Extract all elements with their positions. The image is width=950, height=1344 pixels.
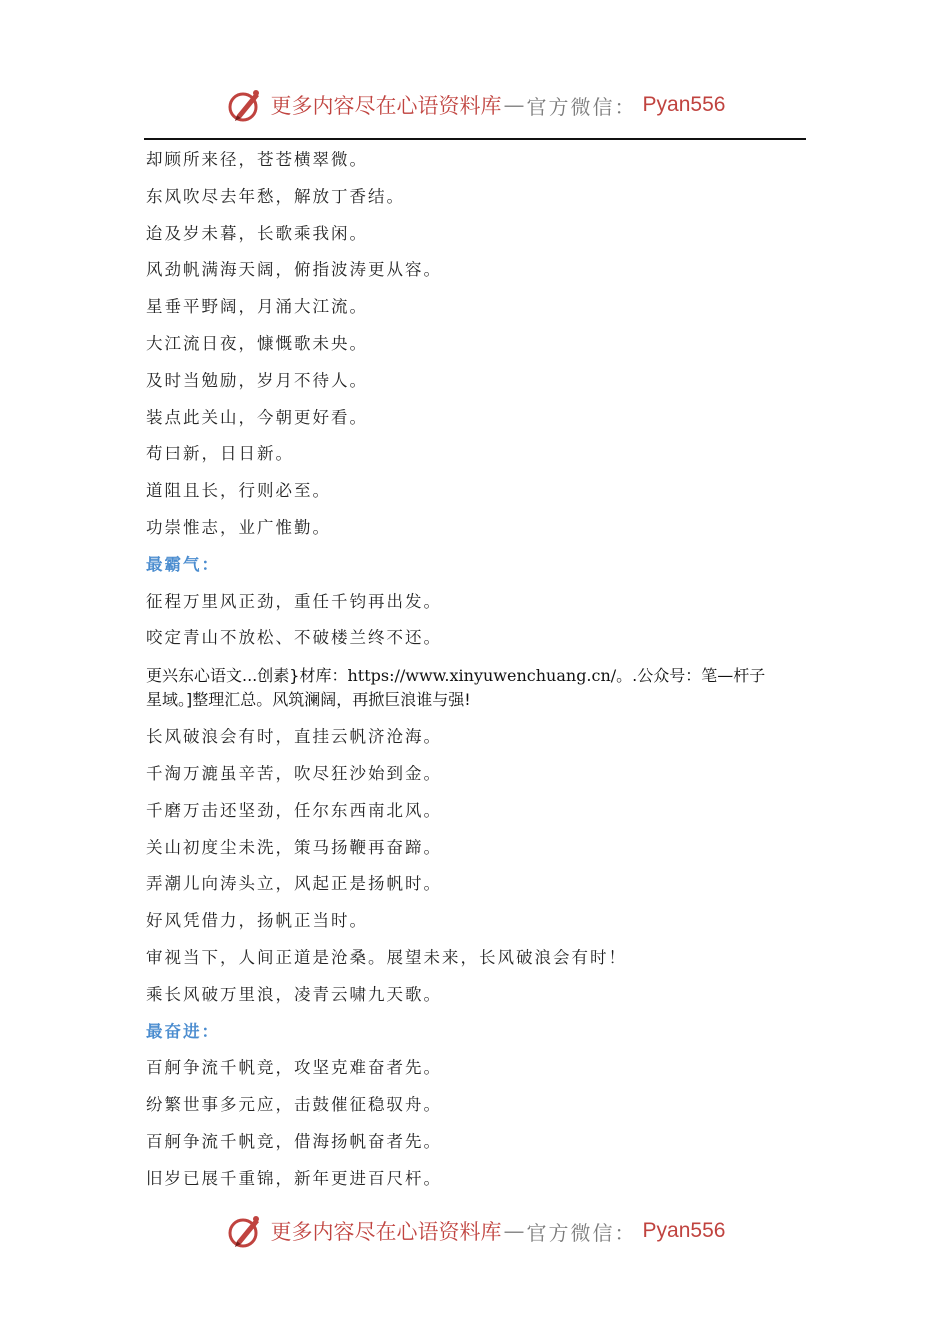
quote-line: 迨及岁未暮，长歌乘我闲。 [146, 223, 368, 243]
footer-wechat-id: Pyan556 [642, 1219, 726, 1242]
section-heading-striving: 最奋进： [146, 1021, 220, 1041]
quote-line: 东风吹尽去年愁，解放丁香结。 [146, 186, 405, 206]
section-2 [146, 547, 806, 657]
header-wechat-id: Pyan556 [642, 93, 726, 116]
quote-line: 千淘万漉虽辛苦，吹尽狂沙始到金。 [146, 763, 442, 783]
pen-logo-icon [225, 85, 265, 125]
quote-line: 弄潮儿向涛头立，风起正是扬帆时。 [146, 874, 442, 894]
section-1 [146, 142, 806, 547]
section-4 [146, 1014, 806, 1198]
header-wechat-label: 官方微信： [526, 94, 637, 119]
quote-line: 征程万里风正劲，重任千钧再出发。 [146, 591, 442, 611]
quote-line: 关山初度尘未洗，策马扬鞭再奋蹄。 [146, 837, 442, 857]
ad-prefix: 更兴东心语文...创素}材库： [146, 666, 348, 686]
quote-line: 风劲帆满海天阔，俯指波涛更从容。 [146, 260, 442, 280]
quote-line: 及时当勉励，岁月不待人。 [146, 370, 368, 390]
section-heading-domineering: 最霸气： [146, 554, 220, 574]
footer-dash: — [503, 1219, 525, 1243]
quote-line: 旧岁已展千重锦，新年更进百尺杆。 [146, 1168, 442, 1188]
section-3 [146, 719, 806, 1013]
quote-line: 长风破浪会有时，直挂云帆济沧海。 [146, 727, 442, 747]
header-site-name: 更多内容尽在心语资料库 [270, 94, 502, 118]
ad-suffix: 。.公众号：笔—杆子 [616, 666, 766, 686]
quote-line: 装点此关山，今朝更好看。 [146, 407, 368, 427]
ad-line-1 [146, 664, 806, 688]
document-body [146, 142, 806, 1198]
quote-line: 千磨万击还坚劲，任尔东西南北风。 [146, 800, 442, 820]
footer-wechat-label: 官方微信： [526, 1220, 637, 1245]
quote-line: 纷繁世事多元应，击鼓催征稳驭舟。 [146, 1095, 442, 1115]
quote-line: 好风凭借力，扬帆正当时。 [146, 911, 368, 931]
ad-line-2: 星域。]整理汇总。风筑澜阔，再掀巨浪谁与强! [146, 690, 471, 710]
ad-url-link[interactable]: https://www.xinyuwenchuang.cn/ [347, 666, 617, 686]
watermark-ad-text [146, 657, 806, 719]
quote-line: 百舸争流千帆竞，借海扬帆奋者先。 [146, 1131, 442, 1151]
quote-line: 百舸争流千帆竞，攻坚克难奋者先。 [146, 1058, 442, 1078]
pen-logo-icon [225, 1211, 265, 1251]
footer-banner [0, 1206, 950, 1256]
quote-line: 咬定青山不放松、不破楼兰终不还。 [146, 628, 442, 648]
header-banner [0, 80, 950, 130]
footer-site-name: 更多内容尽在心语资料库 [270, 1220, 502, 1244]
quote-line: 乘长风破万里浪，凌青云啸九天歌。 [146, 984, 442, 1004]
quote-line: 星垂平野阔，月涌大江流。 [146, 297, 368, 317]
quote-line: 审视当下，人间正道是沧桑。展望未来，长风破浪会有时！ [146, 947, 627, 967]
quote-line: 道阻且长，行则必至。 [146, 481, 331, 501]
quote-line: 功崇惟志，业广惟勤。 [146, 517, 331, 537]
quote-line: 却顾所来径，苍苍横翠微。 [146, 150, 368, 169]
quote-line: 苟曰新，日日新。 [146, 444, 294, 464]
header-rule [144, 138, 806, 140]
quote-line: 大江流日夜，慷慨歌未央。 [146, 333, 368, 353]
header-dash: — [503, 93, 525, 117]
